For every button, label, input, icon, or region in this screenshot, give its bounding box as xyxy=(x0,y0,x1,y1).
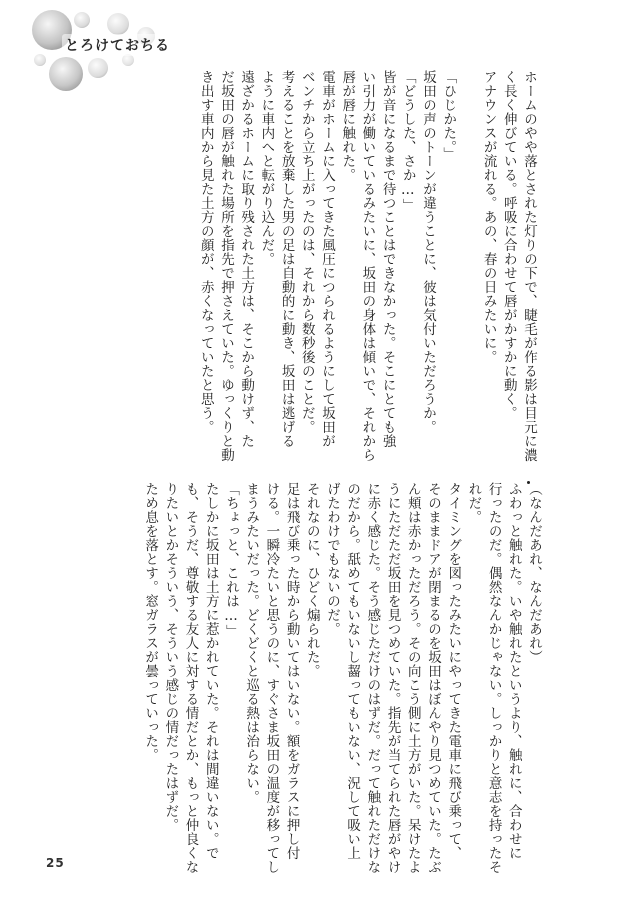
text-line: アナウンスが流れる。あの、春の日みたいに。 xyxy=(480,70,497,364)
text-line: うにただただ坂田を見つめていた。指先が当てられた唇がやけ xyxy=(384,482,401,874)
text-line: ように車内へと転がり込んだ。 xyxy=(258,70,275,266)
page-number: 25 xyxy=(46,856,65,870)
body-text-top xyxy=(196,70,539,462)
text-line: ける。一瞬冷たいと思うのに、すぐさま坂田の温度が移ってし xyxy=(263,482,280,874)
text-line: ホームのやや落とされた灯りの下で、睫毛が作る影は目元に濃 xyxy=(521,70,537,462)
text-line: だ坂田の唇が触れた場所を指先で押さえていた。ゆっくりと動 xyxy=(217,70,234,462)
text-line: 行ったのだ。偶然なんかじゃない。しっかりと意志を持ったそ xyxy=(485,482,502,874)
text-line: たしかに坂田は土方に惹かれていた。それは間違いない。で xyxy=(202,482,219,860)
text-line: 「ひじかた。」 xyxy=(440,70,457,162)
text-line: それなのに、ひどく煽られた。 xyxy=(303,482,320,678)
text-line: き出す車内から見た土方の顔が、赤くなっていたと思う。 xyxy=(197,70,214,434)
text-line: りたいとかそういう、そういう感じの情だったはずだ。 xyxy=(162,482,179,832)
text-line: 坂田の声のトーンが違うことに、彼は気付いただろうか。 xyxy=(420,70,436,434)
text-line: 「ちょっと、これは…」 xyxy=(222,482,239,639)
text-line: ため息を落とす。窓ガラスが曇っていった。 xyxy=(142,482,159,762)
text-line: そのままドアが閉まるのを坂田はぼんやり見つめていた。たぶ xyxy=(424,482,441,874)
text-line: 「どうした、さか…」 xyxy=(399,70,416,213)
text-line: い引力が働いているみたいに、坂田の身体は傾いで、それから xyxy=(359,70,376,462)
text-line: 足は飛び乗った時から動いてはいない。額をガラスに押し付 xyxy=(283,482,300,860)
text-line: 遠ざかるホームに取り残された土方は、そこから動けず、た xyxy=(238,70,255,448)
text-line: （なんだあれ、なんだあれ） xyxy=(526,482,542,664)
blank-line xyxy=(458,70,478,450)
text-line: れだ。 xyxy=(465,482,482,524)
text-line: 考えることを放棄した男の足は自動的に動き、坂田は逃げる xyxy=(278,70,295,448)
text-line: 皆が音になるまで待つことはできなかった。そこにとても強 xyxy=(379,70,396,448)
text-line: ん頬は赤かっただろう。その向こう側に土方がいた。呆けたよ xyxy=(404,482,421,874)
text-line: まうみたいだった。どくどくと巡る熱は治らない。 xyxy=(243,482,260,804)
text-line: ふわっと触れた。いや触れたというより、触れに、合わせに xyxy=(505,482,522,860)
text-line: も、そうだ、尊敬する友人に対する情だとか、もっと仲良くな xyxy=(182,482,199,874)
text-line: タイミングを図ったみたいにやってきた電車に飛び乗って、 xyxy=(445,482,462,860)
text-line: ベンチから立ち上がったのは、それから数秒後のことだ。 xyxy=(298,70,315,434)
text-line: げたわけでもないのだ。 xyxy=(323,482,340,636)
header-title: とろけておちる xyxy=(62,34,173,56)
text-line: に赤く感じた。そう感じただけのはずだ。だって触れただけな xyxy=(364,482,381,874)
text-line: く長く伸びている。呼吸に合わせて唇がかすかに動く。 xyxy=(500,70,517,420)
text-line: 電車がホームに入ってきた風圧につられるようにして坂田が xyxy=(318,70,335,448)
body-text-bottom xyxy=(140,482,544,882)
text-line: 唇が唇に触れた。 xyxy=(339,70,356,182)
text-line: のだから。舐めてもいないし齧ってもいない、況して吸い上 xyxy=(344,482,361,860)
